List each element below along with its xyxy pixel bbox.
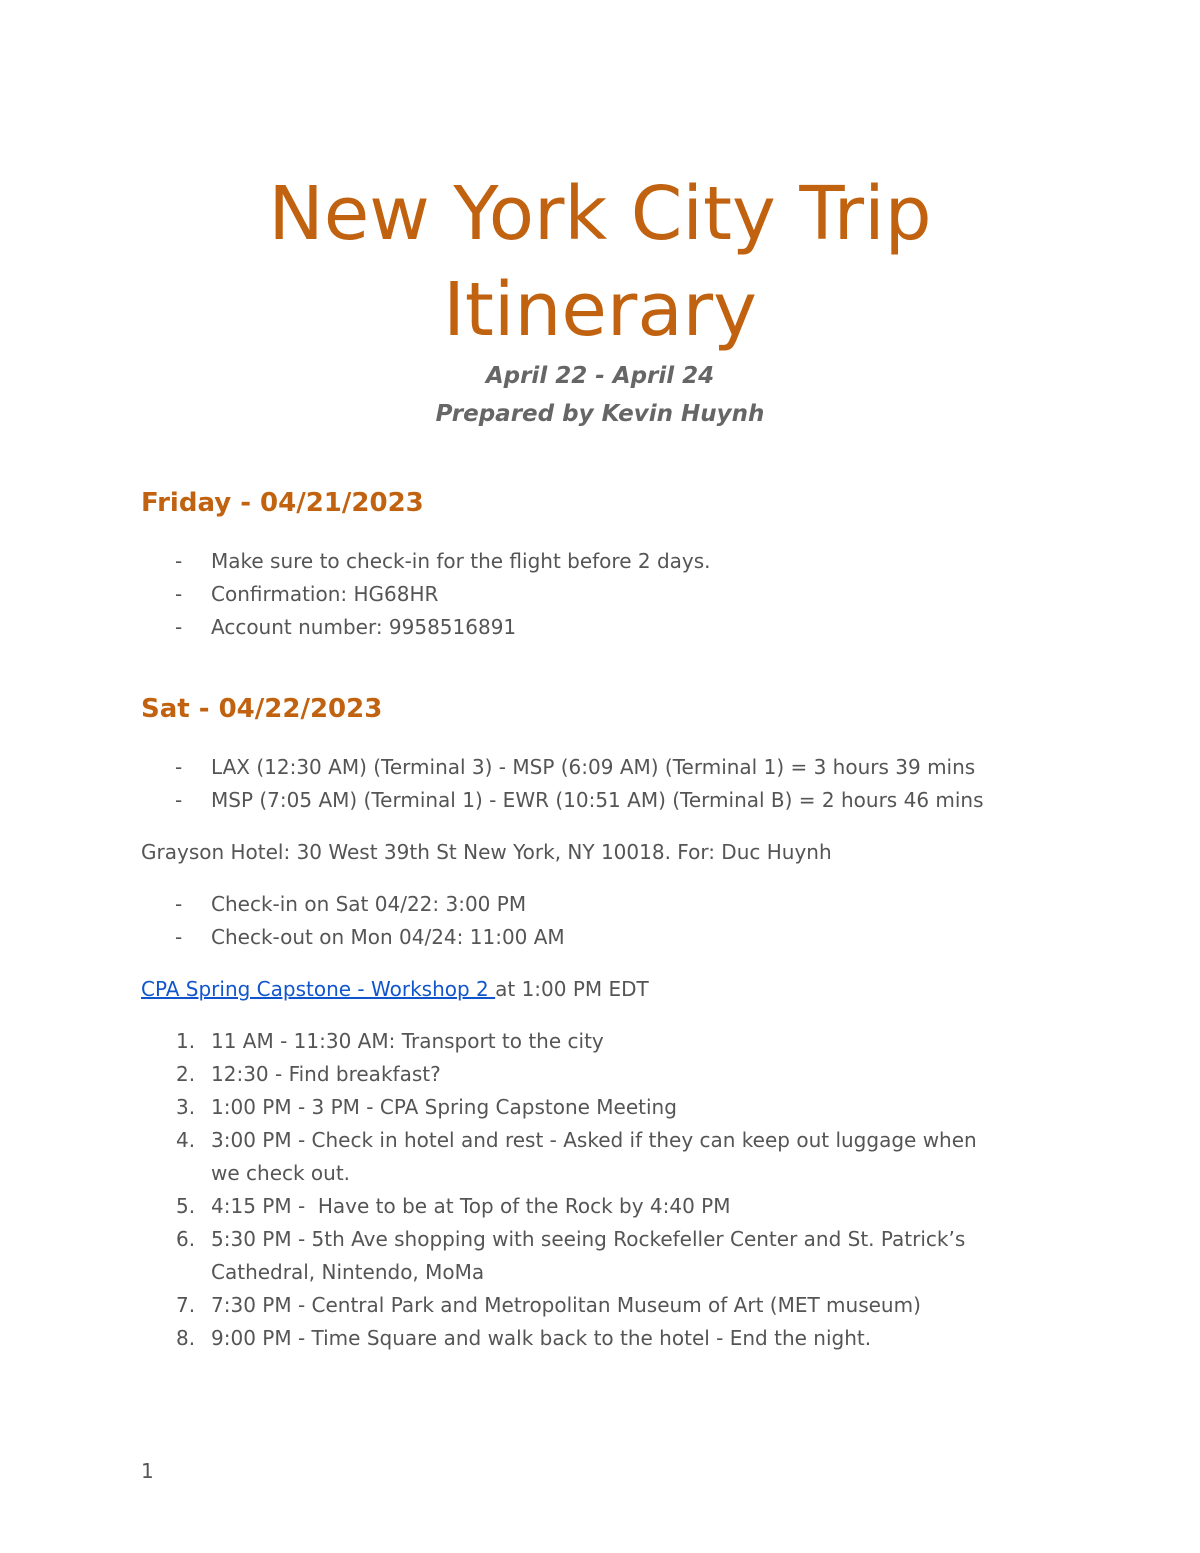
title-line-1: New York City Trip (268, 171, 932, 257)
dash-bullet: - (175, 549, 183, 573)
workshop-link[interactable]: CPA Spring Capstone - Workshop 2 (141, 977, 496, 1001)
item-number: 7. (176, 1293, 196, 1317)
list-item (141, 1289, 1061, 1322)
dash-bullet: - (175, 755, 183, 779)
list-item-text: Make sure to check-in for the flight before 2 days. (211, 549, 711, 573)
list-item (141, 1091, 1061, 1124)
list-item-text: Account number: 9958516891 (211, 615, 517, 639)
list-item-text: Check-in on Sat 04/22: 3:00 PM (211, 892, 527, 916)
dash-bullet: - (175, 892, 183, 916)
schedule-text: 4:15 PM - Have to be at Top of the Rock by 4:40 PM (211, 1194, 731, 1218)
hotel-info: Grayson Hotel: 30 West 39th St New York, NY 10018. For: Duc Huynh (141, 840, 832, 864)
workshop-line (141, 973, 1081, 1006)
schedule-list (141, 1025, 1061, 1355)
item-number: 2. (176, 1062, 196, 1086)
item-number: 5. (176, 1194, 196, 1218)
schedule-text: 12:30 - Find breakfast? (211, 1062, 441, 1086)
prepared-by: Prepared by Kevin Huynh (435, 401, 765, 427)
list-item (141, 921, 1081, 954)
schedule-text-continued: we check out. (211, 1161, 351, 1185)
dash-bullet: - (175, 788, 183, 812)
schedule-text: 1:00 PM - 3 PM - CPA Spring Capstone Meeting (211, 1095, 677, 1119)
page-number: 1 (141, 1459, 154, 1483)
schedule-text: 5:30 PM - 5th Ave shopping with seeing Rockefeller Center and St. Patrick’s (211, 1227, 966, 1251)
list-item (141, 545, 1081, 578)
friday-list (141, 545, 1081, 644)
flight-text: MSP (7:05 AM) (Terminal 1) - EWR (10:51 AM) (Terminal B) = 2 hours 46 mins (211, 788, 984, 812)
item-number: 3. (176, 1095, 196, 1119)
list-item (141, 888, 1081, 921)
list-item-text: Check-out on Mon 04/24: 11:00 AM (211, 925, 565, 949)
list-item (141, 1124, 1061, 1190)
list-item (141, 751, 1081, 784)
friday-heading: Friday - 04/21/2023 (141, 488, 424, 518)
dash-bullet: - (175, 582, 183, 606)
dash-bullet: - (175, 925, 183, 949)
schedule-text: 11 AM - 11:30 AM: Transport to the city (211, 1029, 604, 1053)
list-item (141, 611, 1081, 644)
schedule-text: 3:00 PM - Check in hotel and rest - Asked if they can keep out luggage when (211, 1128, 977, 1152)
schedule-text-continued: Cathedral, Nintendo, MoMa (211, 1260, 485, 1284)
item-number: 4. (176, 1128, 196, 1152)
list-item (141, 784, 1081, 817)
date-range: April 22 - April 24 (485, 363, 715, 389)
schedule-text: 9:00 PM - Time Square and walk back to the hotel - End the night. (211, 1326, 872, 1350)
item-number: 6. (176, 1227, 196, 1251)
list-item (141, 1322, 1061, 1355)
list-item (141, 1058, 1061, 1091)
title-line-2: Itinerary (443, 267, 757, 353)
list-item (141, 1223, 1061, 1289)
item-number: 1. (176, 1029, 196, 1053)
list-item (141, 1025, 1061, 1058)
flight-text: LAX (12:30 AM) (Terminal 3) - MSP (6:09 AM) (Terminal 1) = 3 hours 39 mins (211, 755, 976, 779)
list-item-text: Confirmation: HG68HR (211, 582, 439, 606)
list-item (141, 1190, 1061, 1223)
list-item (141, 578, 1081, 611)
item-number: 8. (176, 1326, 196, 1350)
workshop-time: at 1:00 PM EDT (495, 977, 649, 1001)
hotel-list (141, 888, 1081, 954)
flight-list (141, 751, 1081, 817)
dash-bullet: - (175, 615, 183, 639)
document-title (0, 166, 1200, 358)
schedule-text: 7:30 PM - Central Park and Metropolitan Museum of Art (MET museum) (211, 1293, 921, 1317)
saturday-heading: Sat - 04/22/2023 (141, 694, 383, 724)
